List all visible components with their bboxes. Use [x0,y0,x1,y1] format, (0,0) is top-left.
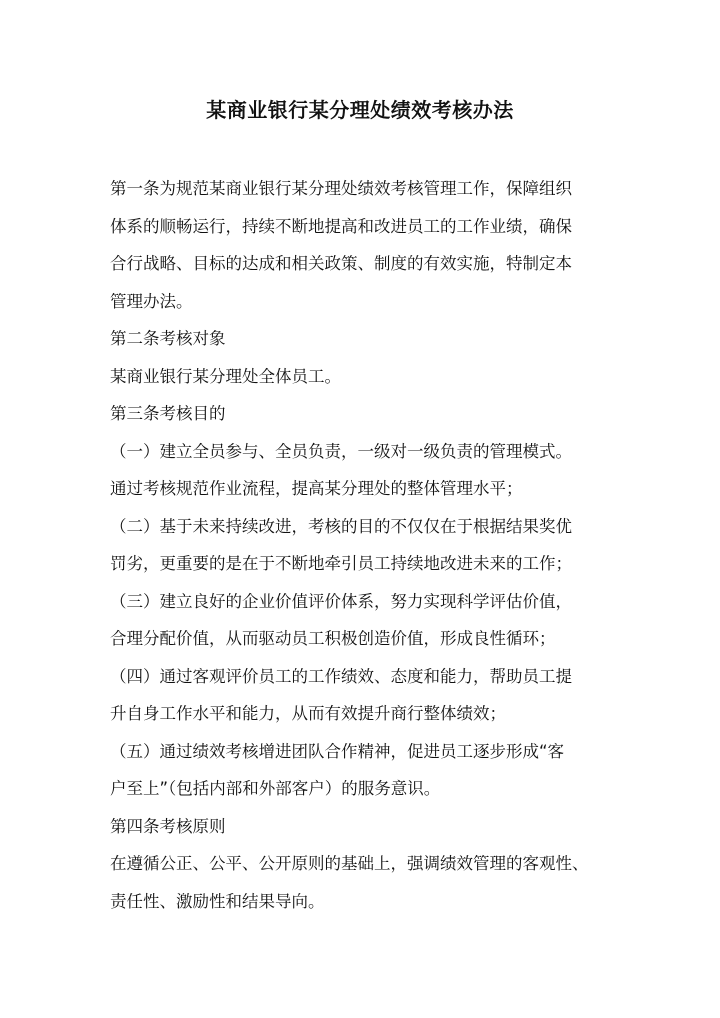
article3-line: （二）基于未来持续改进，考核的目的不仅仅在于根据结果奖优 [110,516,572,536]
article2-heading: 第二条考核对象 [110,329,226,348]
document-title: 某商业银行某分理处绩效考核办法 [206,98,514,122]
article3-heading: 第三条考核目的 [110,404,226,423]
article1-line: 体系的顺畅运行，持续不断地提高和改进员工的工作业绩，确保 [110,216,572,236]
article1-line: 合行战略、目标的达成和相关政策、制度的有效实施，特制定本 [110,254,572,273]
article3-line: 合理分配价值，从而驱动员工积极创造价值，形成良性循环； [110,629,556,648]
article2-text: 某商业银行某分理处全体员工。 [110,366,341,386]
article3-line: 户至上”（包括内部和外部客户）的服务意识。 [110,779,441,798]
article4-heading: 第四条考核原则 [110,816,226,836]
document-body [110,170,630,920]
article3-line: （四）通过客观评价员工的工作绩效、态度和能力，帮助员工提 [110,666,572,686]
article3-line: 通过考核规范作业流程，提高某分理处的整体管理水平； [110,479,523,498]
article4-line: 责任性、激励性和结果导向。 [110,891,325,911]
article3-line: （三）建立良好的企业价值评价体系，努力实现科学评估价值， [110,591,572,611]
article3-line: （一）建立全员参与、全员负责，一级对一级负责的管理模式。 [110,441,572,461]
article1-line: 第一条为规范某商业银行某分理处绩效考核管理工作，保障组织 [110,179,572,198]
article4-line: 在遵循公正、公平、公开原则的基础上，强调绩效管理的客观性、 [110,854,589,873]
article3-line: （五）通过绩效考核增进团队合作精神，促进员工逐步形成“客 [110,741,565,761]
article3-line: 升自身工作水平和能力，从而有效提升商行整体绩效； [110,704,506,723]
article3-line: 罚劣，更重要的是在于不断地牵引员工持续地改进未来的工作； [110,554,572,573]
article1-line: 管理办法。 [110,291,193,311]
